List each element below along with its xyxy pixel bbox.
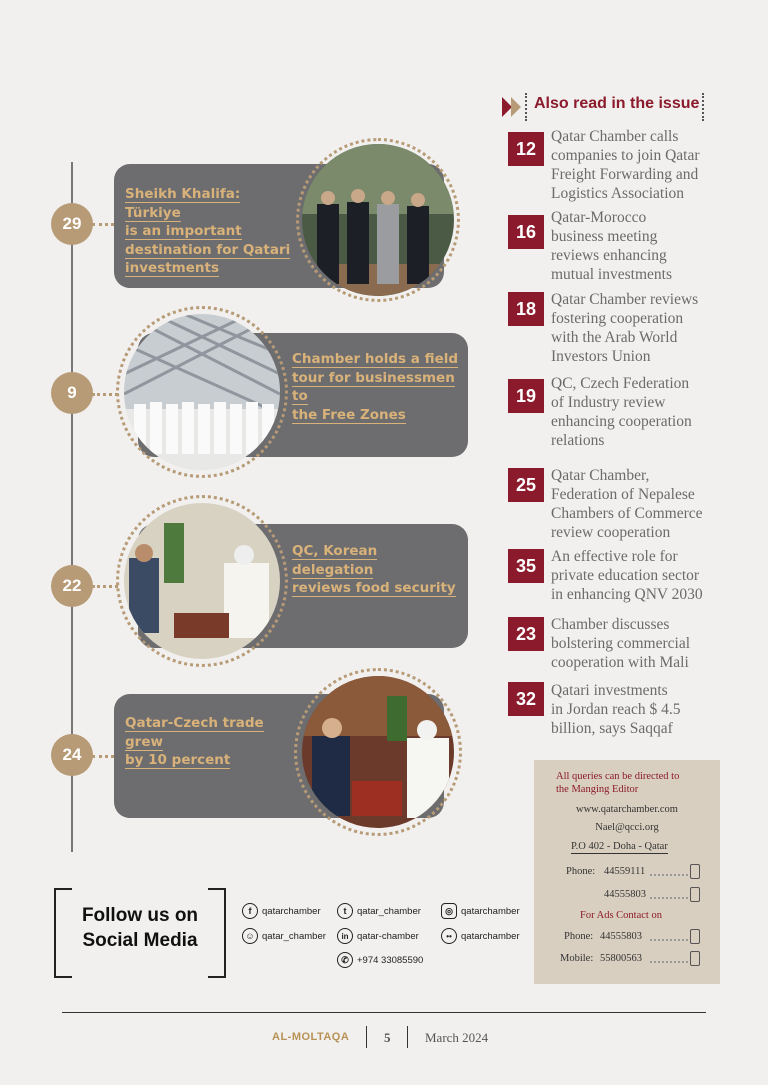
social-whatsapp[interactable]: ✆ +974 33085590 xyxy=(337,952,423,968)
item-page-number: 23 xyxy=(508,617,544,651)
article-title-4[interactable]: Qatar-Czech trade grew by 10 percent xyxy=(125,715,264,768)
divider xyxy=(407,1026,408,1048)
article-photo-2 xyxy=(124,314,280,470)
footer-divider xyxy=(62,1012,706,1013)
ads-contact-label: For Ads Contact on xyxy=(580,910,662,921)
page-number: 5 xyxy=(384,1030,391,1045)
connector-dots xyxy=(92,393,118,396)
also-read-item-text[interactable]: Qatar Chamber reviews fostering cooperation with the Arab World Investors Union xyxy=(551,291,699,365)
also-read-item-text[interactable]: QC, Czech Federation of Industry review enhancing cooperation relations xyxy=(551,375,692,449)
contact-intro: All queries can be directed to the Manging Editor xyxy=(556,771,680,795)
whatsapp-icon: ✆ xyxy=(337,952,353,968)
issue-date: March 2024 xyxy=(425,1030,489,1045)
item-page-number: 35 xyxy=(508,549,544,583)
dot-leader xyxy=(650,874,688,876)
also-read-item-text[interactable]: An effective role for private education sector in enhancing QNV 2030 xyxy=(551,548,703,603)
phone-icon xyxy=(690,887,700,902)
divider xyxy=(702,93,704,121)
social-twitter[interactable]: t qatar_chamber xyxy=(337,903,421,919)
dot-leader xyxy=(650,939,688,941)
follow-us-box xyxy=(54,888,226,974)
double-arrow-icon xyxy=(502,97,524,117)
facebook-icon: f xyxy=(242,903,258,919)
social-flickr[interactable]: •• qatarchamber xyxy=(441,928,520,944)
page-number-badge: 24 xyxy=(51,734,93,776)
flickr-icon: •• xyxy=(441,928,457,944)
article-title-3[interactable]: QC, Korean delegation reviews food security xyxy=(292,543,456,596)
also-read-title: Also read in the issue xyxy=(534,95,700,112)
contact-po-box: P.O 402 - Doha - Qatar xyxy=(571,841,668,852)
item-page-number: 12 xyxy=(508,132,544,166)
also-read-item-text[interactable]: Qatar-Morocco business meeting reviews enhancing mutual investments xyxy=(551,209,672,283)
social-linkedin[interactable]: in qatar-chamber xyxy=(337,928,419,944)
phone-icon xyxy=(690,864,700,879)
article-title-2[interactable]: Chamber holds a field tour for businessmen to the Free Zones xyxy=(292,351,459,423)
linkedin-icon: in xyxy=(337,928,353,944)
snapchat-icon: ☺ xyxy=(242,928,258,944)
phone-icon xyxy=(690,951,700,966)
dot-leader xyxy=(650,897,688,899)
connector-dots xyxy=(92,755,114,758)
article-photo-1 xyxy=(302,144,454,296)
also-read-item-text[interactable]: Qatar Chamber, Federation of Nepalese Chambers of Commerce review cooperation xyxy=(551,467,703,541)
item-page-number: 18 xyxy=(508,292,544,326)
page-number-badge: 29 xyxy=(51,203,93,245)
also-read-item-text[interactable]: Qatari investments in Jordan reach $ 4.5 billion, says Saqqaf xyxy=(551,682,681,737)
ads-phone-label: Phone: xyxy=(564,931,594,942)
phone-icon xyxy=(690,929,700,944)
contact-box xyxy=(534,760,720,984)
also-read-item-text[interactable]: Qatar Chamber calls companies to join Qatar Freight Forwarding and Logistics Association xyxy=(551,128,700,202)
connector-dots xyxy=(92,223,114,226)
contact-email[interactable]: Nael@qcci.org xyxy=(595,822,659,833)
item-page-number: 32 xyxy=(508,682,544,716)
phone-number[interactable]: 44555803 xyxy=(604,889,646,900)
social-instagram[interactable]: ◎ qatarchamber xyxy=(441,903,520,919)
page-number-badge: 22 xyxy=(51,565,93,607)
instagram-icon: ◎ xyxy=(441,903,457,919)
contact-website[interactable]: www.qatarchamber.com xyxy=(576,804,678,815)
article-title-1[interactable]: Sheikh Khalifa: Türkiye is an important destination for Qatari investments xyxy=(125,186,291,276)
ads-phone-number[interactable]: 44555803 xyxy=(600,931,642,942)
article-photo-3 xyxy=(124,503,280,659)
divider xyxy=(525,93,527,121)
publication-logo: AL-MOLTAQA xyxy=(272,1031,350,1043)
social-facebook[interactable]: f qatarchamber xyxy=(242,903,321,919)
phone-label: Phone: xyxy=(566,866,596,877)
twitter-icon: t xyxy=(337,903,353,919)
mobile-label: Mobile: xyxy=(560,953,594,964)
dot-leader xyxy=(650,961,688,963)
item-page-number: 25 xyxy=(508,468,544,502)
phone-number[interactable]: 44559111 xyxy=(604,866,646,877)
also-read-item-text[interactable]: Chamber discusses bolstering commercial cooperation with Mali xyxy=(551,616,691,671)
item-page-number: 19 xyxy=(508,379,544,413)
divider xyxy=(366,1026,367,1048)
item-page-number: 16 xyxy=(508,215,544,249)
follow-us-heading: Follow us on Social Media xyxy=(81,905,199,951)
article-photo-4 xyxy=(302,676,454,828)
social-snapchat[interactable]: ☺ qatar_chamber xyxy=(242,928,326,944)
connector-dots xyxy=(92,585,118,588)
mobile-number[interactable]: 55800563 xyxy=(600,953,642,964)
page-number-badge: 9 xyxy=(51,372,93,414)
